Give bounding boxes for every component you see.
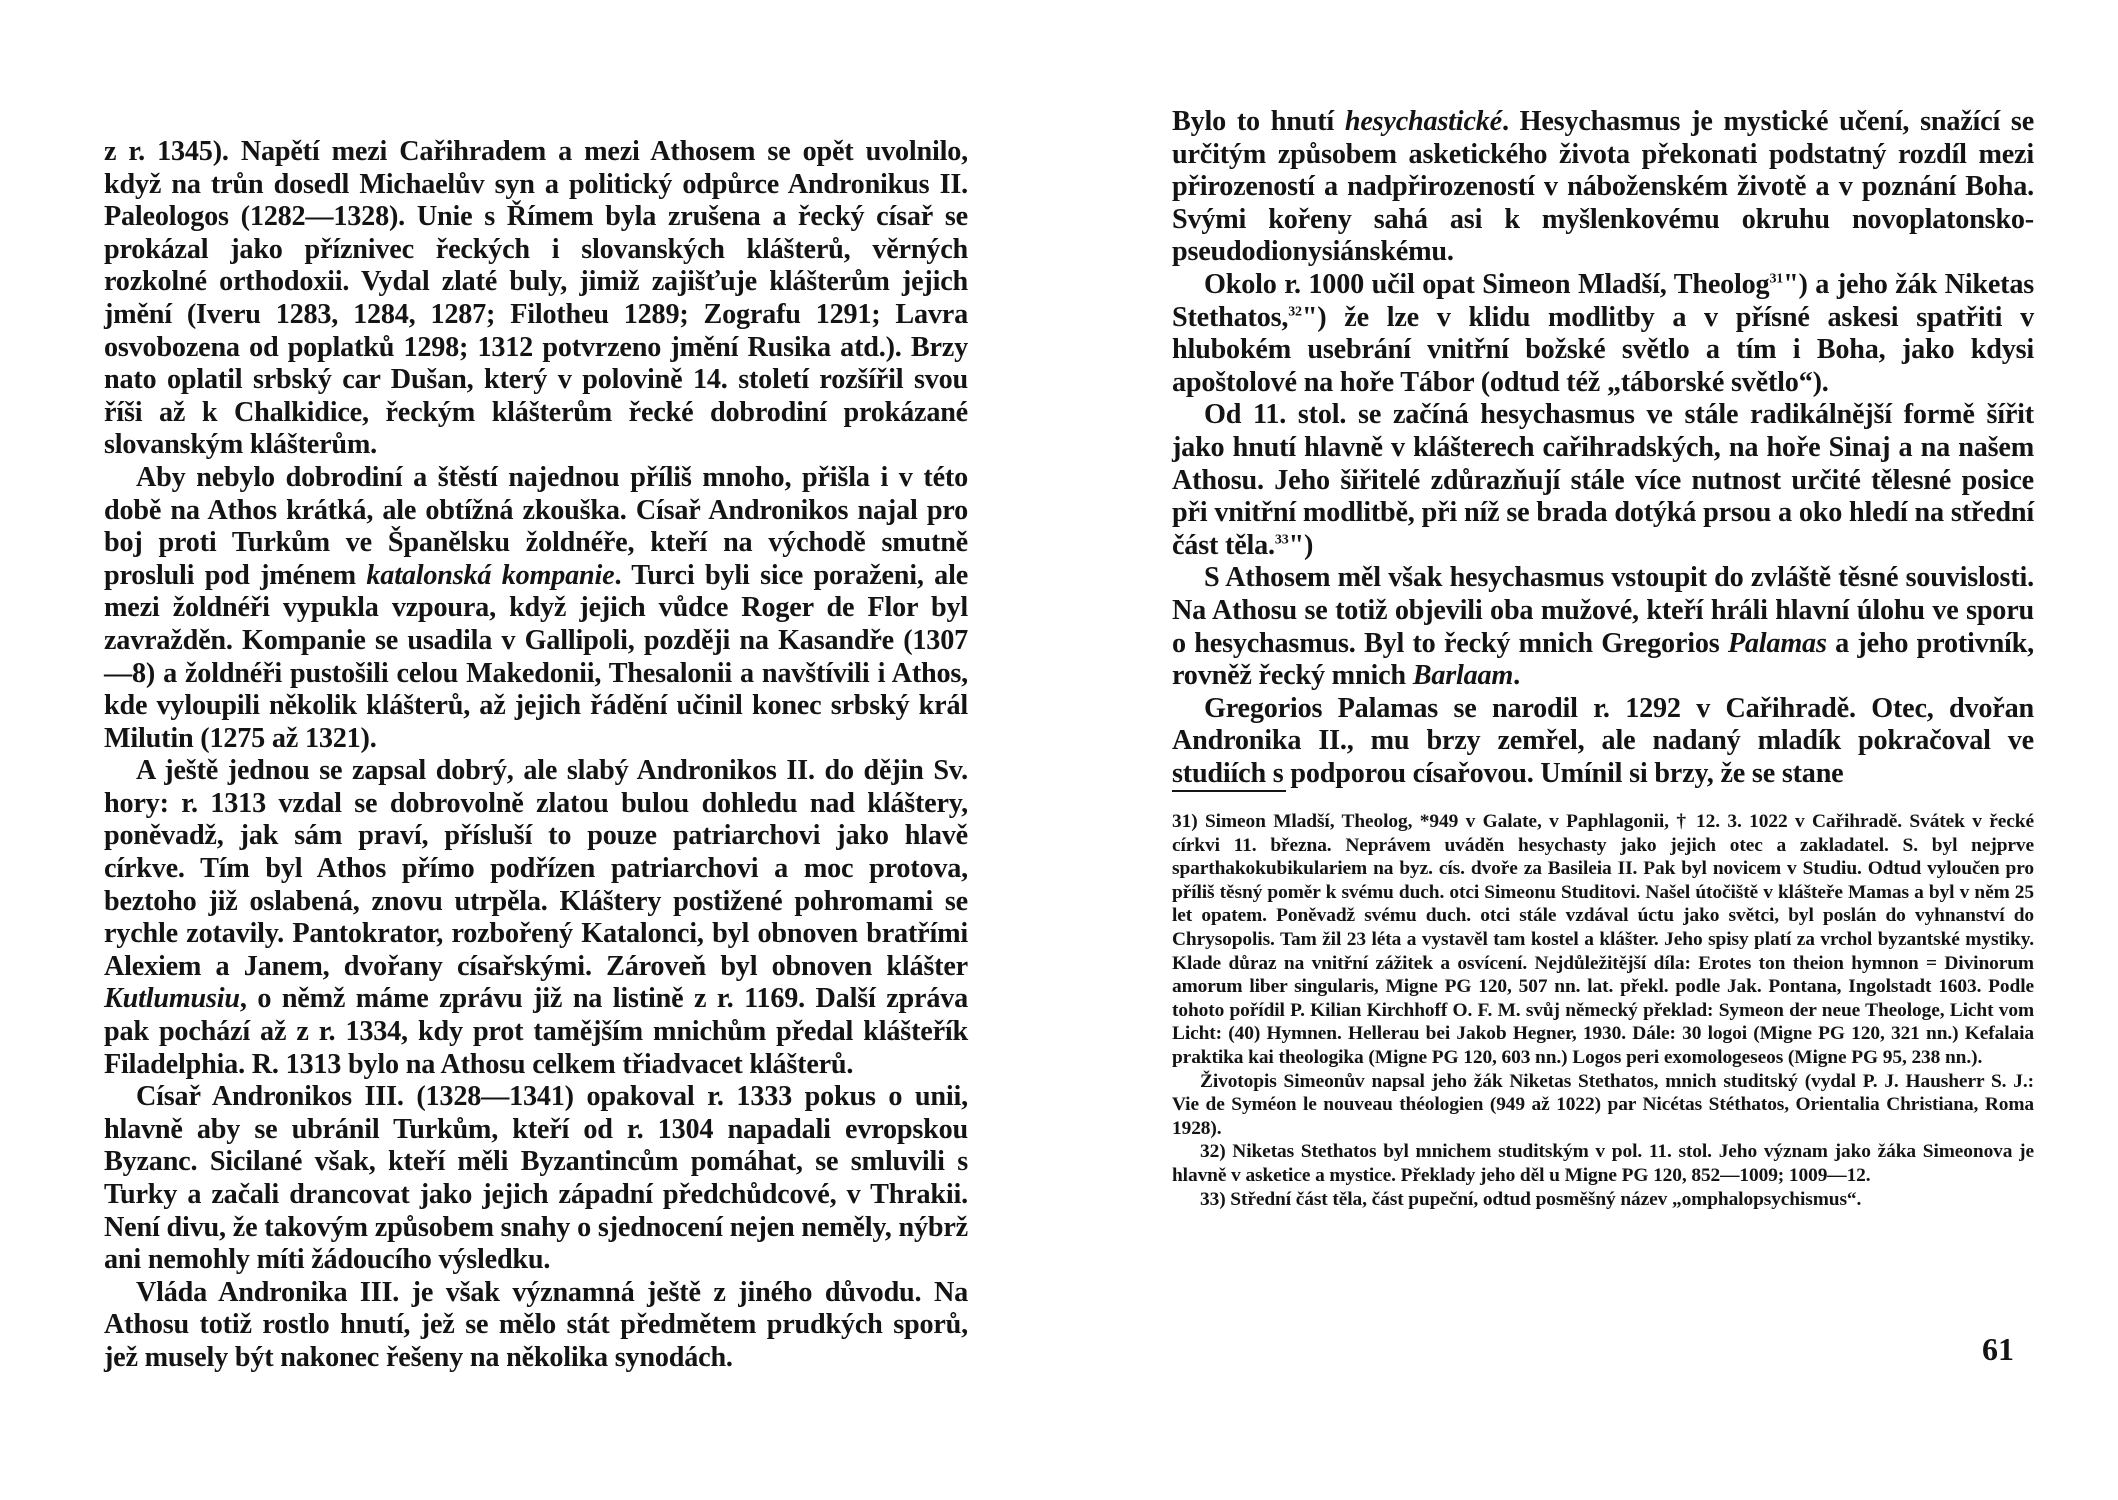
page-number: 61 bbox=[1982, 1331, 2014, 1367]
text-run: " bbox=[1301, 301, 1318, 333]
text-run: . Turci byli sice poraženi, ale mezi žoldnéři vypukla vzpoura, když jejich vůdce Roger de Flor byl zavražděn. Kompanie se usadila v Gallipoli, později na Kasandře (1307—8) a žoldnéři pustošili celou Makedonii, Thesalonii a navštívili i Athos, kde vyloupili několik klášterů, až jejich řádění učinil konec srbský král Milutin (1275 až 1321). bbox=[104, 559, 969, 754]
footnote-reference: 33 bbox=[1274, 532, 1289, 548]
text-run: A ještě jednou se zapsal dobrý, ale slabý Andronikos II. do dějin Sv. hory: r. 1313 vzdal se dobrovolně zlatou bulou dohledu nad kláštery, poněvadž, jak sám praví, přísluší to pouze patriarchovi jako hlavě církve. Tím byl Athos přímo podřízen patriarchovi a moc protova, beztoho již oslabená, znovu utrpěla. Kláštery postižené pohromami se rychle zotavily. Pantokrator, rozbořený Katalonci, byl obnoven bratřími Alexiem a Janem, dvořany císařskými. Zároveň byl obnoven klášter bbox=[104, 755, 968, 982]
italic-text: Kutlumusiu bbox=[104, 983, 240, 1015]
paragraph bbox=[104, 755, 968, 1081]
text-run: Vláda Andronika III. je však významná ještě z jiného důvodu. Na Athosu totiž rostlo hnutí, jež se mělo stát předmětem prudkých sporů, jež musely být nakonec řešeny na několika synodách. bbox=[104, 1276, 968, 1373]
italic-text: Palamas bbox=[1727, 627, 1827, 659]
footnote-reference: 31 bbox=[1769, 271, 1784, 287]
text-run: ) bbox=[1303, 529, 1314, 561]
paragraph bbox=[1172, 693, 2034, 791]
text-run: S Athosem měl však hesychasmus vstoupit do zvláště těsné souvislosti. Na Athosu se totiž objevili oba mužové, kteří hráli hlavní úlohu ve sporu o hesychasmus. Byl to řecký mnich Gregorios bbox=[1172, 562, 2034, 659]
italic-text: hesychastické bbox=[1344, 106, 1502, 137]
text-run: a jeho protivník, rovněž řecký mnich bbox=[1172, 627, 2034, 692]
paragraph bbox=[1172, 106, 2034, 269]
text-run: " bbox=[1783, 268, 1799, 300]
text-run: ) že lze v klidu modlitby a v přísné askesi spatřiti v hlubokém usebrání vnitřní božské světlo a tím i Boha, jako kdysi apoštolové na hoře Tábor (odtud též „táborské světlo“). bbox=[1172, 301, 2034, 398]
paragraph bbox=[104, 1081, 968, 1277]
footnote: 32) Niketas Stethatos byl mnichem studitským v pol. 11. stol. Jeho význam jako žáka Simeonova je hlavně v asketice a mystice. Překlady jeho děl u Migne PG 120, 852—1009; 1009—12. bbox=[1172, 1141, 2034, 1186]
paragraph bbox=[1172, 399, 2034, 562]
text-run: ) a jeho žák Niketas Stethatos, bbox=[1172, 268, 2035, 333]
text-run: " bbox=[1288, 529, 1304, 561]
text-run: , o němž máme zprávu již na listině z r. 1169. Další zpráva pak pochází až z r. 1334, kdy prot tamějším mnichům předal klášteřík Filadelphia. R. 1313 bylo na Athosu celkem třiadvacet klášterů. bbox=[104, 983, 968, 1080]
paragraph bbox=[1172, 562, 2034, 692]
paragraph bbox=[1172, 269, 2034, 399]
text-run: Od 11. stol. se začíná hesychasmus ve stále radikálnější formě šířit jako hnutí hlavně v klášterech cařihradských, na hoře Sinaj a na našem Athosu. Jeho šiřitelé zdůrazňují stále více nutnost určité tělesné posice při vnitřní modlitbě, při níž se brada dotýká prsou a oko hledí na střední část těla. bbox=[1172, 399, 2034, 561]
paragraph bbox=[104, 1277, 968, 1375]
text-run: z r. 1345). Napětí mezi Cařihradem a mezi Athosem se opět uvolnilo, když na trůn dosedl Michaelův syn a politický odpůrce Andronikus II. Paleologos (1282—1328). Unie s Římem byla zrušena a řecký císař se prokázal jako příznivec řeckých i slovanských klášterů, věrných rozkolné orthodoxii. Vydal zlaté buly, jimiž zajišťuje klášterům jejich jmění (Iveru 1283, 1284, 1287; Filotheu 1289; Zografu 1291; Lavra osvobozena od poplatků 1298; 1312 potvrzeno jmění Rusika atd.). Brzy nato oplatil srbský car Dušan, který v polovině 14. století rozšířil svou říši až k Chalkidice, řeckým klášterům řecké dobrodiní prokázané slovanským klášterům. bbox=[104, 136, 968, 461]
right-page bbox=[1059, 0, 2118, 1500]
footnote-reference: 32 bbox=[1288, 304, 1302, 320]
footnote: Životopis Simeonův napsal jeho žák Niketas Stethatos, mnich studitský (vydal P. J. Hausherr S. J.: Vie de Syméon le nouveau théologien (949 až 1022) par Nicétas Stéthatos, Orientalia Christiana, Roma 1928). bbox=[1172, 1070, 2034, 1139]
left-page-body-text bbox=[104, 136, 968, 1375]
footnote: 31) Simeon Mladší, Theolog, *949 v Galate, v Paphlagonii, † 12. 3. 1022 v Cařihradě. Svátek v řecké církvi 11. března. Neprávem uváděn hesychasty jako jejich otec a zakladatel. S. byl nejprve sparthakokubikulariem na byz. cís. dvoře za Basileia II. Pak byl novicem v Studiu. Odtud vyloučen pro příliš těsný poměr k svému duch. otci Simeonu Studitovi. Našel útočiště v klášteře Mamas a byl v něm 25 let opatem. Poněvadž svému duch. otci stále vzdával úctu jako světci, byl poslán do vyhnanství do Chrysopolis. Tam žil 23 léta a vystavěl tam kostel a klášter. Jeho spisy platí za vrchol byzantské mystiky. Klade důraz na vnitřní zážitek a osvícení. Nejdůležitější díla: Erotes ton theion hymnon = Divinorum amorum liber singularis, Migne PG 120, 507 nn. lat. překl. podle Jak. Pontana, Ingolstadt 1603. Podle tohoto pořídil P. Kilian Kirchhoff O. F. M. svůj německý překlad: Symeon der neue Theologe, Licht vom Licht: (40) Hymnen. Hellerau bei Jakob Hegner, 1930. Dále: 30 logoi (Migne PG 120, 321 nn.) Kefalaia praktika kai theologika (Migne PG 120, 603 nn.) Logos peri exomologeseos (Migne PG 95, 238 nn.). bbox=[1172, 811, 2034, 1068]
text-run: Aby nebylo dobrodiní a štěstí najednou příliš mnoho, přišla i v této době na Athos krátká, ale obtížná zkouška. Císař Andronikos najal pro boj proti Turkům ve Španělsku žoldnéře, kteří na východě smutně prosluli pod jménem bbox=[104, 461, 968, 591]
right-page-body-text bbox=[1172, 106, 2034, 790]
paragraph bbox=[104, 136, 968, 462]
text-run: Bylo to hnutí bbox=[1172, 106, 1345, 137]
text-run: . Hesychasmus je mystické učení, snažící se určitým způsobem asketického života překonati podstatný rozdíl mezi přirozeností a nadpřirozeností v náboženském životě a v poznání Boha. Svými kořeny sahá asi k myšlenkovému okruhu novoplatonsko-pseudodionysiánskému. bbox=[1172, 106, 2035, 268]
footnotes bbox=[1172, 810, 2034, 1211]
text-run: Gregorios Palamas se narodil r. 1292 v Cařihradě. Otec, dvořan Andronika II., mu brzy zemřel, ale nadaný mladík pokračoval ve studiích s podporou císařovou. Umínil si brzy, že se stane bbox=[1172, 692, 2034, 789]
italic-text: katalonská kompanie bbox=[366, 559, 615, 591]
footnote-separator bbox=[1172, 790, 1286, 792]
paragraph bbox=[104, 462, 968, 755]
text-run: Okolo r. 1000 učil opat Simeon Mladší, Theolog bbox=[1204, 268, 1770, 300]
text-run: Císař Andronikos III. (1328—1341) opakoval r. 1333 pokus o unii, hlavně aby se ubránil Turkům, kteří od r. 1304 napadali evropskou Byzanc. Sicilané však, kteří měli Byzantincům pomáhat, se smluvili s Turky a začali drancovat jako jejich západní předchůdcové, v Thrakii. Není divu, že takovým způsobem snahy o sjednocení nejen neměly, nýbrž ani nemohly míti žádoucího výsledku. bbox=[104, 1081, 968, 1276]
footnote: 33) Střední část těla, část pupeční, odtud posměšný název „omphalopsychismus“. bbox=[1200, 1188, 1862, 1210]
italic-text: Barlaam bbox=[1412, 660, 1514, 692]
text-run: . bbox=[1513, 660, 1520, 692]
